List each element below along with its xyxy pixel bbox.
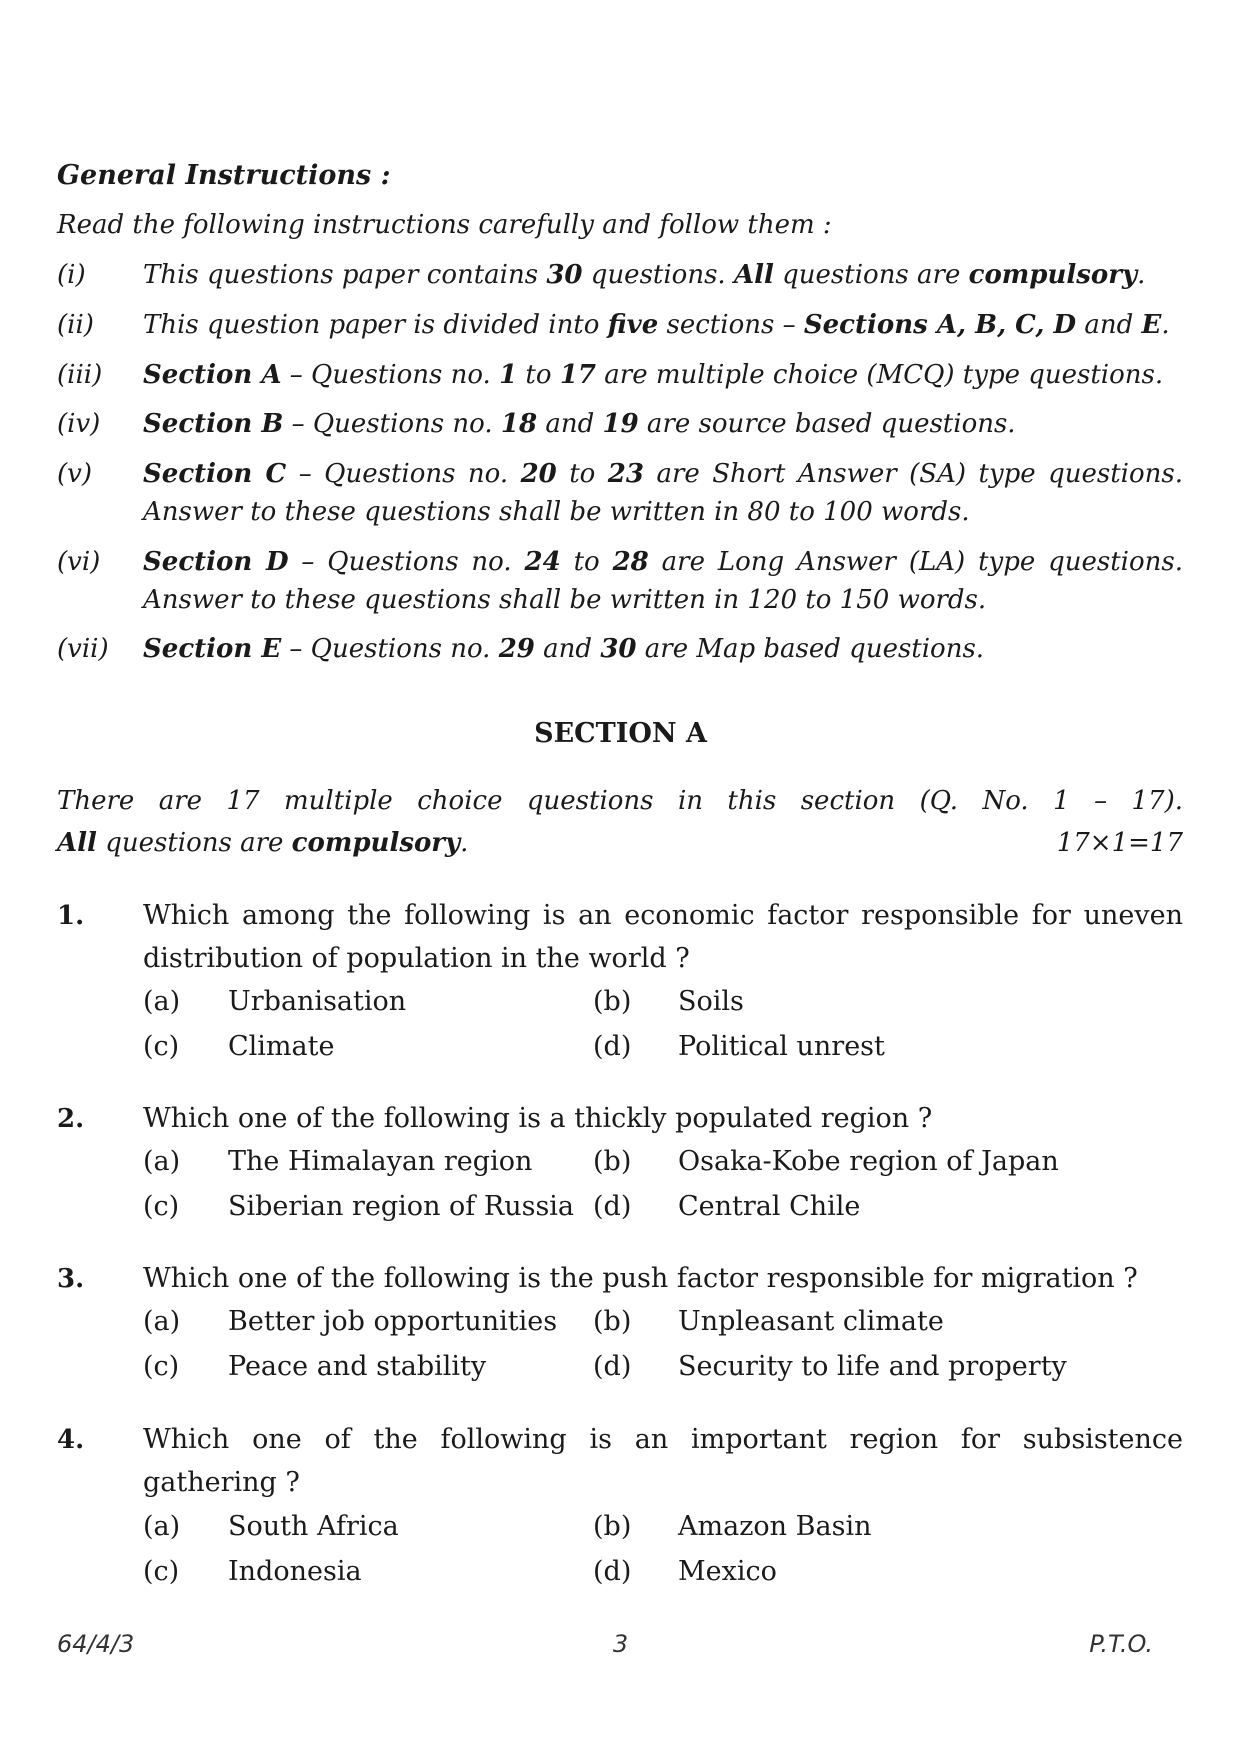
general-instructions-title: General Instructions : <box>57 160 391 191</box>
q1-option-c: Climate <box>228 1031 335 1062</box>
instruction-vi-line2: Answer to these questions shall be written in 120 to 150 words. <box>143 585 987 615</box>
section-a-marks: 17×1=17 <box>1056 828 1183 858</box>
option-label: (d) <box>593 1351 632 1382</box>
option-label: (d) <box>593 1556 632 1587</box>
question-1-text: Which among the following is an economic factor responsible for uneven <box>143 900 1183 931</box>
q1-option-d: Political unrest <box>678 1031 885 1062</box>
option-label: (b) <box>593 1306 632 1337</box>
instruction-number: (v) <box>57 459 92 489</box>
option-label: (c) <box>143 1031 180 1062</box>
instruction-v: Section C – Questions no. 20 to 23 are Short Answer (SA) type questions. <box>143 459 1184 489</box>
instruction-ii: This question paper is divided into five sections – Sections A, B, C, D and E. <box>143 310 1170 340</box>
q3-option-c: Peace and stability <box>228 1351 487 1382</box>
option-label: (a) <box>143 1306 181 1337</box>
instruction-number: (i) <box>57 260 86 290</box>
instruction-iii: Section A – Questions no. 1 to 17 are multiple choice (MCQ) type questions. <box>143 360 1164 390</box>
option-label: (c) <box>143 1191 180 1222</box>
instruction-number: (iv) <box>57 409 101 439</box>
footer-pto: P.T.O. <box>1089 1630 1153 1658</box>
instruction-vii: Section E – Questions no. 29 and 30 are Map based questions. <box>143 634 985 664</box>
question-1-text-line2: distribution of population in the world ? <box>143 943 690 974</box>
option-label: (a) <box>143 1146 181 1177</box>
general-instructions-subtitle: Read the following instructions carefully and follow them : <box>57 210 832 240</box>
instruction-vi: Section D – Questions no. 24 to 28 are Long Answer (LA) type questions. <box>143 547 1184 577</box>
question-number: 1. <box>57 901 85 931</box>
footer-code: 64/4/3 <box>57 1630 135 1658</box>
instruction-number: (ii) <box>57 310 94 340</box>
question-number: 4. <box>57 1425 85 1455</box>
q2-option-b: Osaka-Kobe region of Japan <box>678 1146 1059 1177</box>
option-label: (b) <box>593 986 632 1017</box>
question-4-text: Which one of the following is an important region for subsistence <box>143 1424 1183 1455</box>
option-label: (d) <box>593 1031 632 1062</box>
section-a-heading: SECTION A <box>534 718 707 749</box>
instruction-i: This questions paper contains 30 questions. All questions are compulsory. <box>143 260 1146 290</box>
q4-option-a: South Africa <box>228 1511 399 1542</box>
instruction-number: (iii) <box>57 360 103 390</box>
q4-option-b: Amazon Basin <box>678 1511 872 1542</box>
option-label: (d) <box>593 1191 632 1222</box>
section-a-intro-line2: All questions are compulsory. <box>57 828 469 858</box>
option-label: (c) <box>143 1556 180 1587</box>
question-3-text: Which one of the following is the push factor responsible for migration ? <box>143 1263 1138 1294</box>
q1-option-b: Soils <box>678 986 744 1017</box>
option-label: (b) <box>593 1511 632 1542</box>
q2-option-a: The Himalayan region <box>228 1146 533 1177</box>
option-label: (c) <box>143 1351 180 1382</box>
q1-option-a: Urbanisation <box>228 986 407 1017</box>
instruction-v-line2: Answer to these questions shall be written in 80 to 100 words. <box>143 497 970 527</box>
option-label: (b) <box>593 1146 632 1177</box>
q4-option-c: Indonesia <box>228 1556 362 1587</box>
option-label: (a) <box>143 1511 181 1542</box>
question-2-text: Which one of the following is a thickly populated region ? <box>143 1103 933 1134</box>
question-number: 3. <box>57 1264 85 1294</box>
question-4-text-line2: gathering ? <box>143 1467 300 1498</box>
q3-option-d: Security to life and property <box>678 1351 1067 1382</box>
instruction-number: (vi) <box>57 547 101 577</box>
q4-option-d: Mexico <box>678 1556 777 1587</box>
section-a-intro: There are 17 multiple choice questions in this section (Q. No. 1 – 17). <box>57 786 1183 816</box>
instruction-number: (vii) <box>57 634 109 664</box>
q3-option-b: Unpleasant climate <box>678 1306 944 1337</box>
q2-option-c: Siberian region of Russia <box>228 1191 575 1222</box>
q2-option-d: Central Chile <box>678 1191 861 1222</box>
instruction-iv: Section B – Questions no. 18 and 19 are source based questions. <box>143 409 1016 439</box>
q3-option-a: Better job opportunities <box>228 1306 558 1337</box>
footer-page-number: 3 <box>612 1630 629 1658</box>
option-label: (a) <box>143 986 181 1017</box>
question-number: 2. <box>57 1104 85 1134</box>
